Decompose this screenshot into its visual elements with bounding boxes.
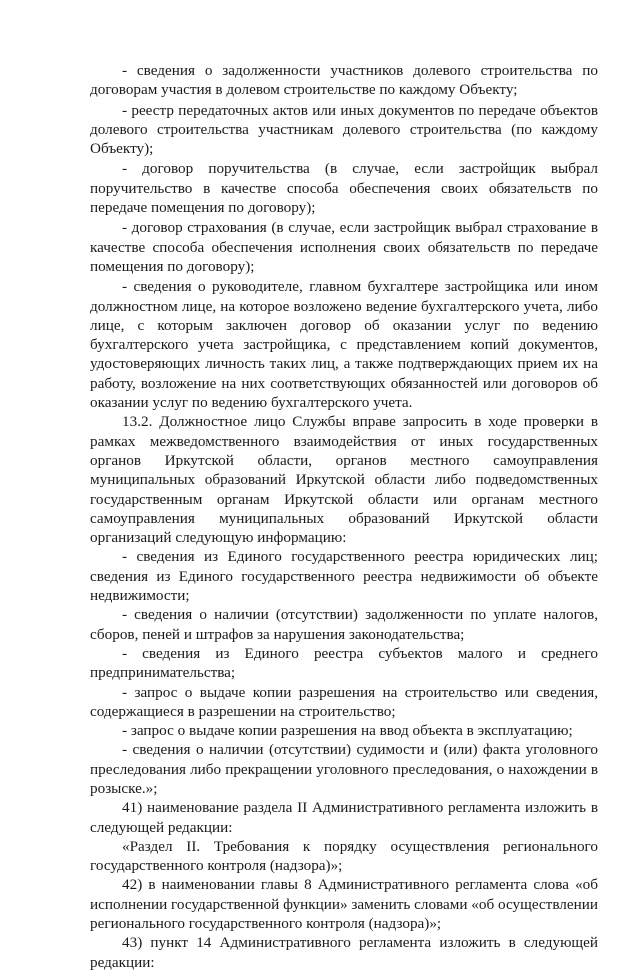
- paragraph: - сведения о руководителе, главном бухгалтере застройщика или ином должностном лице, на которое возложено ведение бухгалтерского учета, либо лице, с которым заключен договор об оказании услуг по ведению бухгалтерского учета застройщика, с представлением копий документов, удостоверяющих личность таких лиц, а также подтверждающих прием их на работу, возложение на них соответствующих обязанностей или договоров об оказании услуг по ведению бухгалтерского учета.: [90, 278, 598, 412]
- paragraph: - сведения о наличии (отсутствии) задолженности по уплате налогов, сборов, пеней и штрафов за нарушения законодательства;: [90, 606, 598, 643]
- paragraph: - запрос о выдаче копии разрешения на ввод объекта в эксплуатацию;: [122, 722, 573, 740]
- paragraph: - реестр передаточных актов или иных документов по передаче объектов долевого строительства участникам долевого строительства (по каждому Объекту);: [90, 101, 598, 158]
- paragraph: - сведения о наличии (отсутствии) судимости и (или) факта уголовного преследования либо прекращении уголовного преследования, о нахождении в розыске.»;: [90, 741, 598, 797]
- paragraph: - сведения из Единого государственного реестра юридических лиц; сведения из Единого государственного реестра недвижимости об объекте недвижимости;: [90, 548, 598, 605]
- paragraph: 13.2. Должностное лицо Службы вправе запросить в ходе проверки в рамках межведомственного взаимодействия от иных государственных органов Иркутской области, органов местного самоуправления муниципальных образований Иркутской области либо подведомственных государственным органам Иркутской области или органам местного самоуправления муниципальных образований Иркутской области организаций следующую информацию:: [90, 413, 598, 547]
- paragraph: - сведения о задолженности участников долевого строительства по договорам участия в долевом строительстве по каждому Объекту;: [90, 62, 598, 99]
- paragraph: - договор страхования (в случае, если застройщик выбрал страхование в качестве способа обеспечения исполнения своих обязательств по передаче помещения по договору);: [90, 219, 598, 275]
- paragraph: 42) в наименовании главы 8 Административного регламента слова «об исполнении государственной функции» заменить словами «об осуществлении регионального государственного контроля (надзора)»;: [90, 876, 598, 933]
- paragraph: - сведения из Единого реестра субъектов малого и среднего предпринимательства;: [90, 644, 598, 682]
- paragraph: - договор поручительства (в случае, если застройщик выбрал поручительство в качестве способа обеспечения своих обязательств по передаче помещения по договору);: [90, 160, 598, 217]
- paragraph: 41) наименование раздела II Административного регламента изложить в следующей редакции:: [90, 799, 598, 836]
- paragraph: - запрос о выдаче копии разрешения на строительство или сведения, содержащиеся в разрешении на строительство;: [90, 683, 598, 720]
- paragraph: 43) пункт 14 Административного регламента изложить в следующей редакции:: [90, 934, 598, 971]
- paragraph: «Раздел II. Требования к порядку осуществления регионального государственного контроля (надзора)»;: [90, 837, 598, 875]
